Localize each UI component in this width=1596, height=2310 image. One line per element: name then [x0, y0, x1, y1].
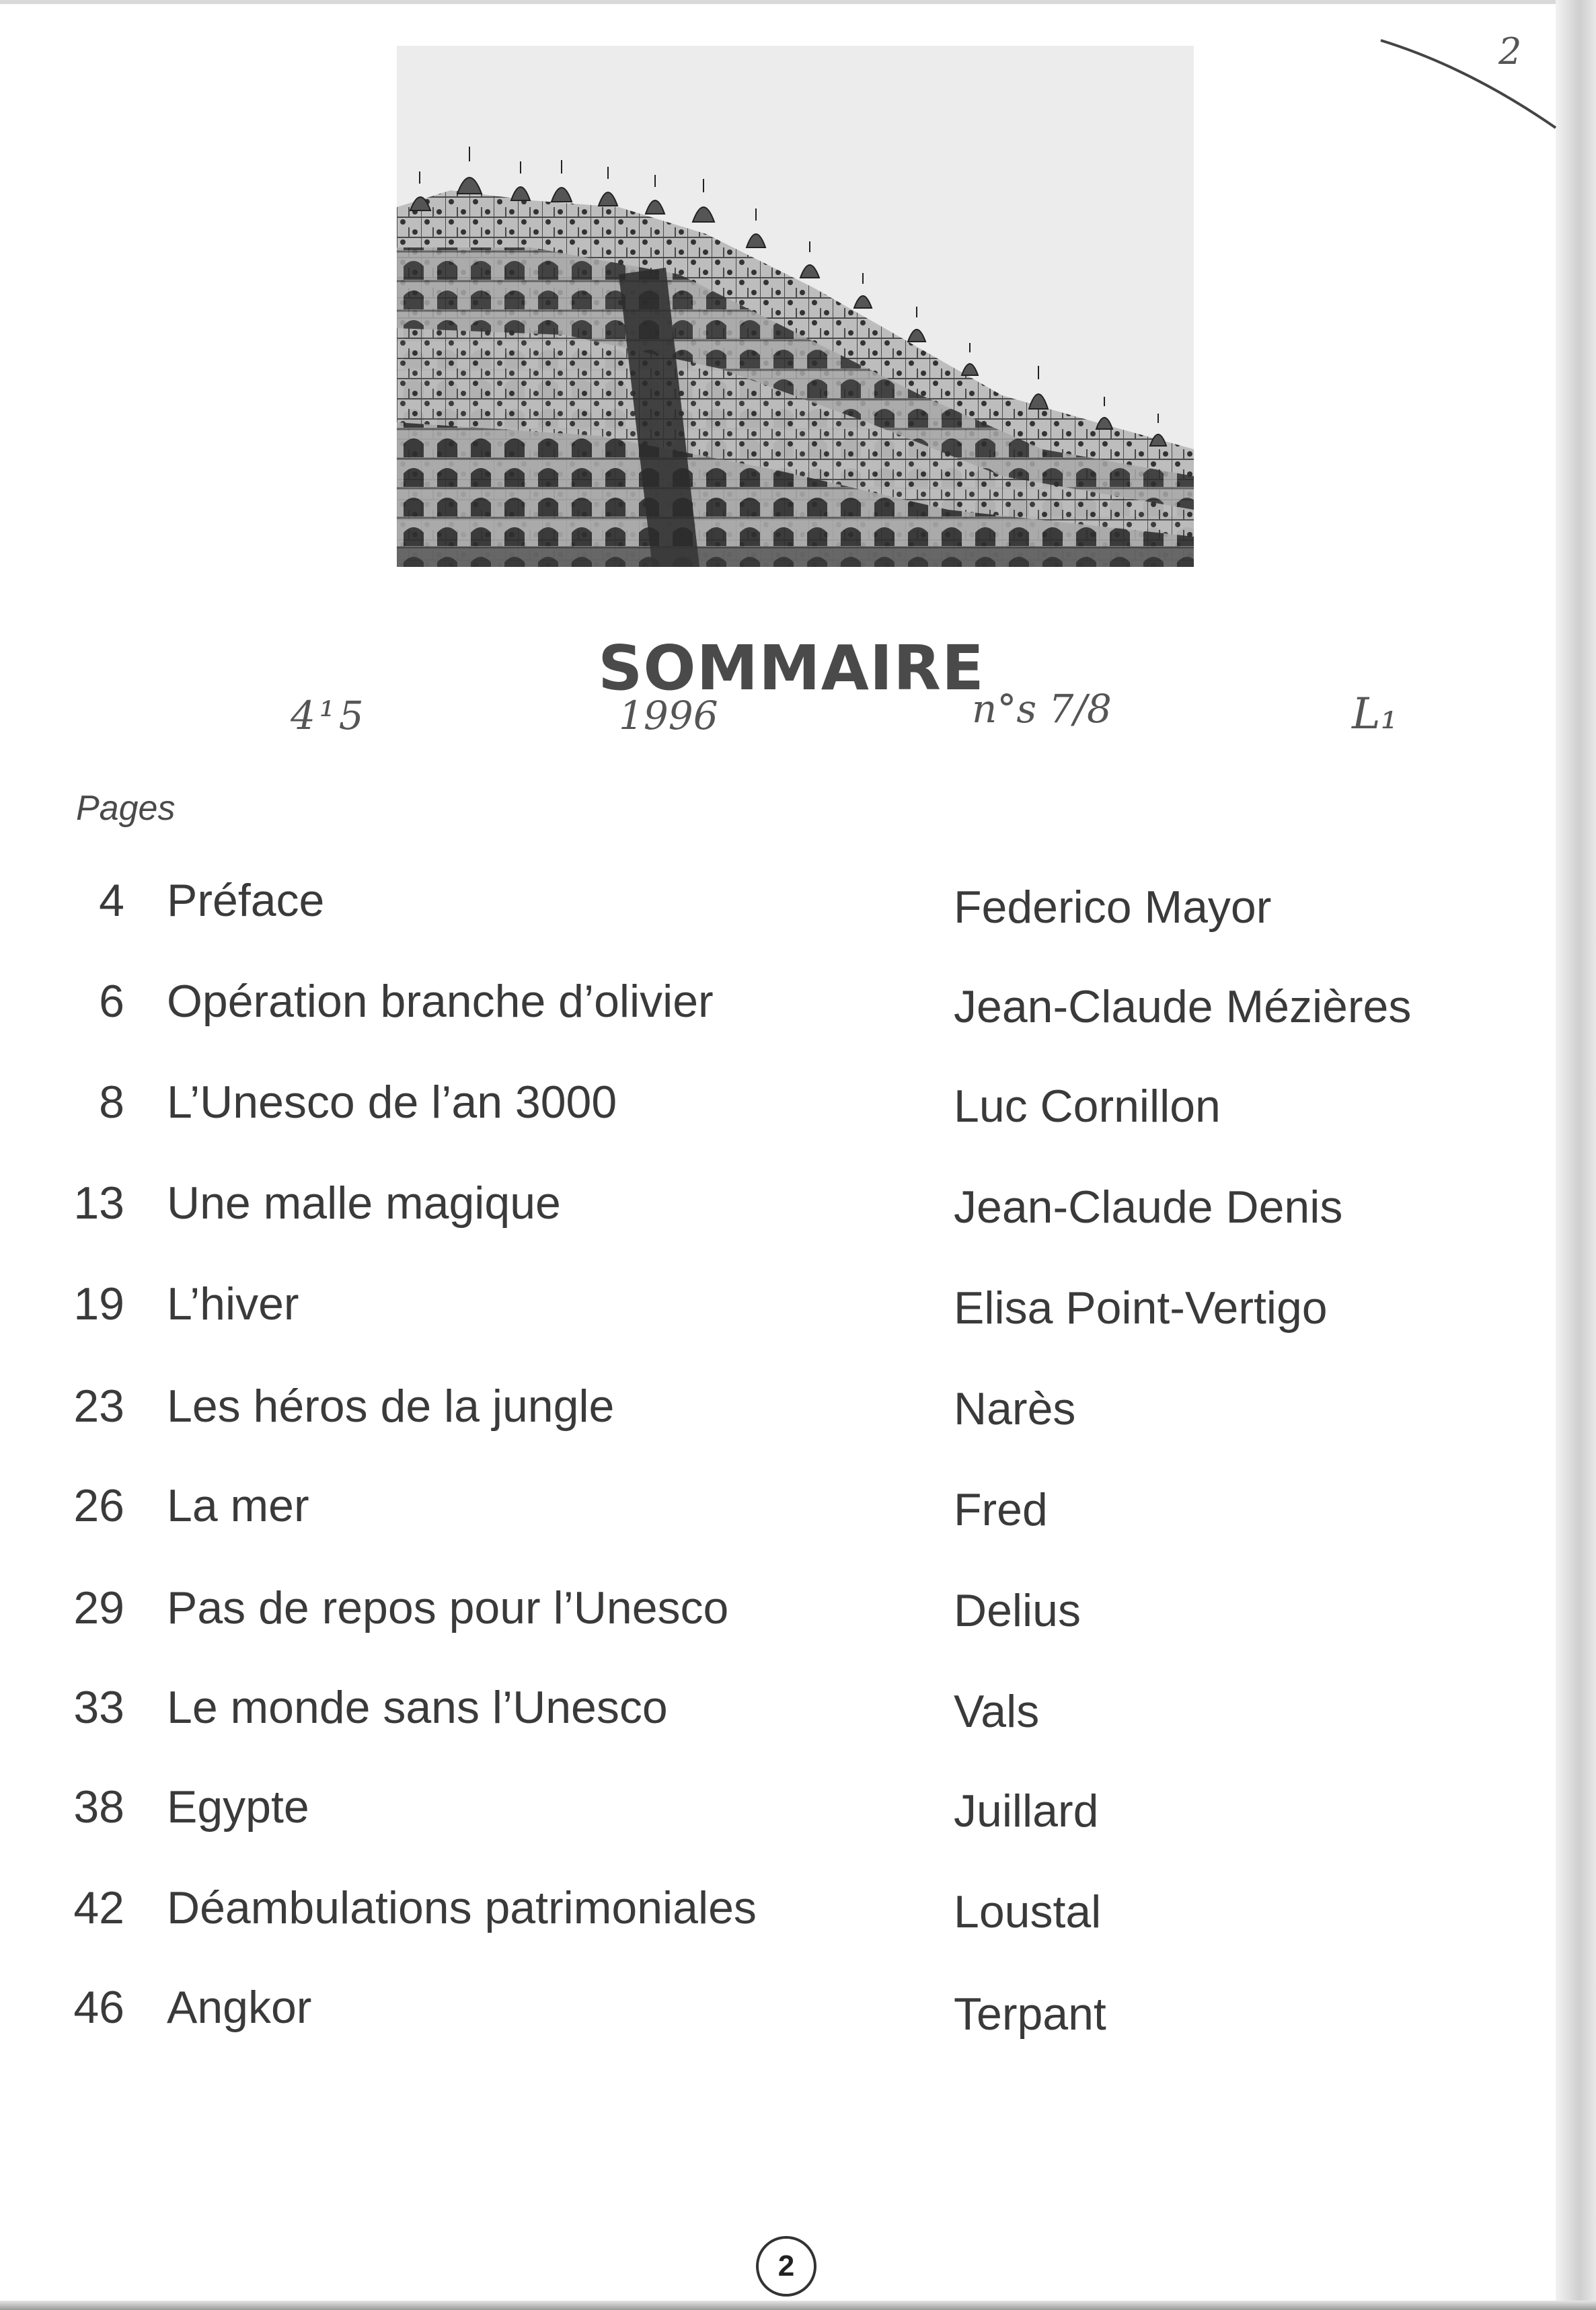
page-title: SOMMAIRE — [598, 632, 985, 704]
temple-illustration — [397, 46, 1194, 567]
toc-row — [0, 874, 1596, 935]
toc-page-number: 13 — [73, 1178, 124, 1229]
toc-title: La mer — [167, 1480, 309, 1531]
toc-row — [0, 975, 1596, 1036]
toc-page-number: 19 — [73, 1278, 124, 1330]
toc-author: Fred — [954, 1484, 1048, 1535]
toc-title: Les héros de la jungle — [167, 1381, 615, 1432]
toc-author: Narès — [954, 1383, 1076, 1434]
toc-author: Delius — [954, 1585, 1081, 1636]
toc-author: Loustal — [954, 1886, 1102, 1937]
handwritten-note-mark: L₁ — [1352, 689, 1398, 739]
toc-author: Jean-Claude Mézières — [954, 981, 1412, 1032]
toc-title: Egypte — [167, 1781, 309, 1833]
handwritten-note-issue: n°s 7/8 — [972, 686, 1112, 732]
toc-row — [0, 1781, 1596, 1841]
toc-page-number: 38 — [73, 1781, 124, 1833]
toc-row — [0, 1278, 1596, 1338]
toc-author: Elisa Point-Vertigo — [954, 1282, 1328, 1334]
toc-row — [0, 1076, 1596, 1137]
toc-row — [0, 1882, 1596, 1942]
toc-page-number: 23 — [73, 1381, 124, 1432]
toc-title: Préface — [167, 875, 325, 926]
corner-pencil-mark — [1367, 27, 1569, 151]
toc-page-number: 42 — [73, 1882, 124, 1933]
toc-author: Terpant — [954, 1989, 1106, 2040]
toc-author: Juillard — [954, 1785, 1099, 1837]
toc-author: Luc Cornillon — [954, 1081, 1221, 1132]
toc-row — [0, 1981, 1596, 2042]
handwritten-note-number: 4 ¹ 5 — [291, 693, 364, 738]
toc-page-number: 26 — [73, 1480, 124, 1531]
toc-row — [0, 1582, 1596, 1642]
toc-title: L’hiver — [167, 1278, 299, 1330]
scan-edge-right — [1556, 0, 1596, 2310]
temple-illustration-icon — [397, 46, 1194, 567]
toc-row — [0, 1681, 1596, 1742]
toc-title: L’Unesco de l’an 3000 — [167, 1077, 617, 1128]
toc-page-number: 4 — [99, 875, 124, 926]
scan-edge-top — [0, 0, 1596, 4]
handwritten-note-year: 1996 — [619, 693, 718, 738]
toc-page-number: 46 — [73, 1982, 124, 2033]
page-number-badge: 2 — [756, 2236, 816, 2297]
pages-label: Pages — [76, 789, 176, 828]
toc-title: Pas de repos pour l’Unesco — [167, 1582, 729, 1633]
toc-author: Jean-Claude Denis — [954, 1182, 1343, 1233]
toc-author: Vals — [954, 1686, 1040, 1737]
scan-edge-bottom — [0, 2301, 1596, 2310]
toc-title: Le monde sans l’Unesco — [167, 1682, 668, 1733]
toc-title: Opération branche d’olivier — [167, 976, 714, 1027]
toc-page-number: 6 — [99, 976, 124, 1027]
toc-page-number: 29 — [73, 1582, 124, 1633]
toc-title: Une malle magique — [167, 1178, 561, 1229]
toc-page-number: 33 — [73, 1682, 124, 1733]
toc-title: Angkor — [167, 1982, 312, 2033]
toc-author: Federico Mayor — [954, 882, 1272, 933]
corner-note: 2 — [1498, 30, 1522, 73]
toc-row — [0, 1479, 1596, 1540]
toc-page-number: 8 — [99, 1077, 124, 1128]
toc-row — [0, 1177, 1596, 1237]
toc-title: Déambulations patrimoniales — [167, 1882, 757, 1933]
toc-row — [0, 1380, 1596, 1440]
